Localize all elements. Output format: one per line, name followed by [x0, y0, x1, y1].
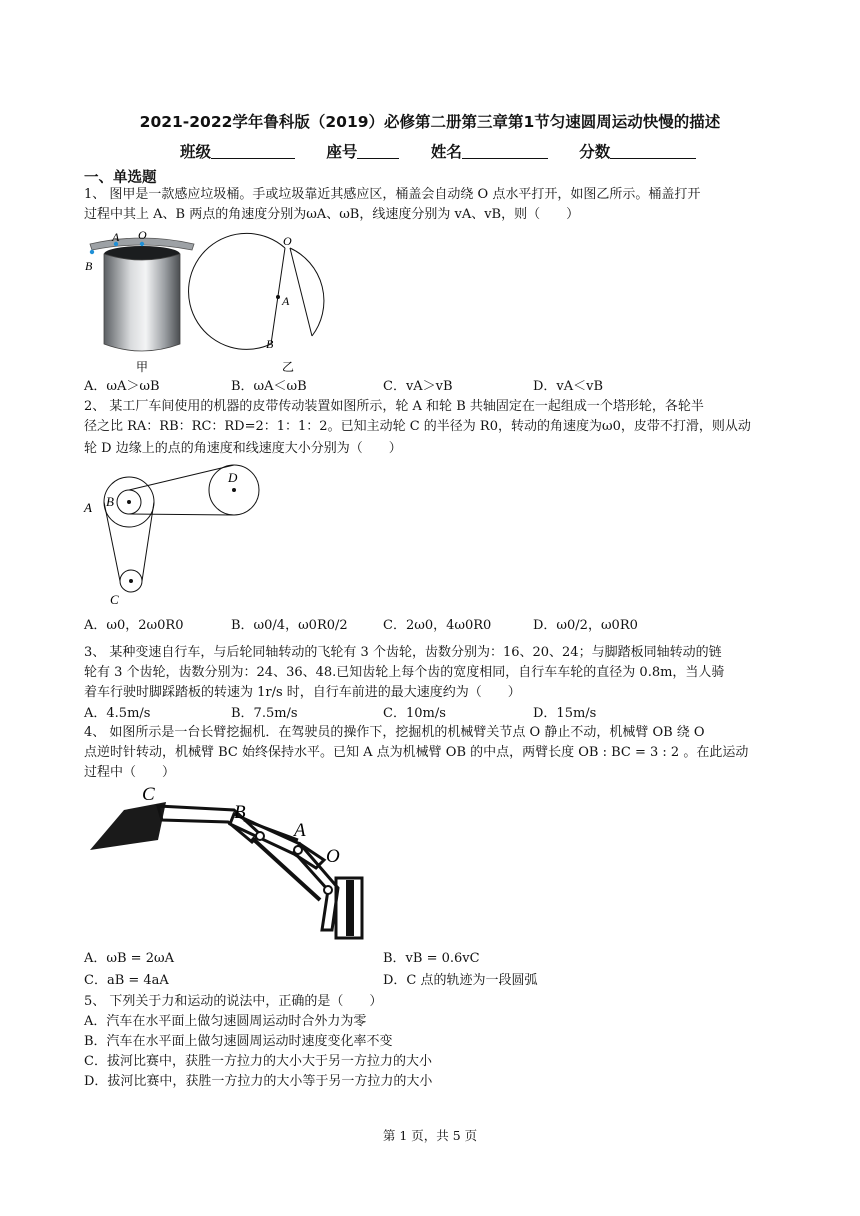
- cylinder-2: [244, 820, 298, 840]
- belt-top: [129, 465, 234, 490]
- fig2-label-a: A: [84, 500, 92, 515]
- q3-option-b[interactable]: B．7.5m/s: [231, 706, 298, 721]
- joint-o: [324, 886, 332, 894]
- fig-yi-label-o: O: [283, 234, 292, 248]
- q5-option-b[interactable]: B．汽车在水平面上做匀速圆周运动时速度变化率不变: [84, 1034, 393, 1049]
- seat-label: 座号: [326, 143, 358, 161]
- lid-rotation-figure: [226, 236, 356, 376]
- q2-option-c[interactable]: C．2ω0，4ω0R0: [383, 618, 492, 633]
- q2-option-d[interactable]: D．ω0/2，ω0R0: [533, 618, 638, 633]
- section-heading: 一、单选题: [84, 170, 157, 186]
- excavator-arm-figure: [84, 780, 374, 950]
- q3-option-a[interactable]: A．4.5m/s: [84, 706, 151, 721]
- axle-d: [232, 488, 236, 492]
- q3-line1: 3、 某种变速自行车，与后轮同轴转动的飞轮有 3 个齿轮，齿数分别为：16、20、24；与脚踏板同轴转动的链: [84, 645, 722, 660]
- q5-option-d[interactable]: D．拔河比赛中，获胜一方拉力的大小等于另一方拉力的大小: [84, 1074, 433, 1089]
- fig1-label-o: O: [138, 228, 147, 242]
- q1-option-b[interactable]: B．ωA＜ωB: [231, 379, 307, 394]
- q4-option-a[interactable]: A．ωB = 2ωA: [84, 951, 174, 966]
- q4-option-c[interactable]: C．aB = 4aA: [84, 973, 169, 988]
- student-info-row: [180, 140, 720, 162]
- q1-option-a[interactable]: A．ωA＞ωB: [84, 379, 160, 394]
- page-footer: 第 1 页，共 5 页: [382, 1128, 478, 1143]
- q1-line2: 过程中其上 A、B 两点的角速度分别为ωA、ωB，线速度分别为 vA、vB，则（ ）: [84, 207, 580, 222]
- q4-option-b[interactable]: B．vB = 0.6vC: [383, 951, 480, 966]
- q4-line1: 4、 如图所示是一台长臂挖掘机．在驾驶员的操作下，挖掘机的机械臂关节点 O 静止不动，机械臂 OB 绕 O: [84, 725, 705, 740]
- fig-jia-caption: 甲: [136, 360, 149, 374]
- fig-yi-label-a: A: [282, 294, 290, 308]
- q5-line1: 5、 下列关于力和运动的说法中，正确的是（ ）: [84, 994, 383, 1009]
- q2-line3: 轮 D 边缘上的点的角速度和线速度大小分别为（ ）: [84, 441, 402, 456]
- fig4-label-a: A: [294, 820, 306, 841]
- q2-line2: 径之比 RA：RB：RC：RD=2：1：1：2。已知主动轮 C 的半径为 R0，转动的角速度为ω0，皮带不打滑，则从动: [84, 419, 751, 434]
- q3-option-c[interactable]: C．10m/s: [383, 706, 446, 721]
- q5-option-a[interactable]: A．汽车在水平面上做匀速圆周运动时合外力为零: [84, 1014, 367, 1029]
- bucket: [90, 802, 166, 850]
- belt-drive-figure: [82, 460, 272, 610]
- fig1-label-b: B: [85, 259, 93, 273]
- q2-line1: 2、 某工厂车间使用的机器的皮带传动装置如图所示，轮 A 和轮 B 共轴固定在一起组成一个塔形轮，各轮半: [84, 399, 704, 414]
- fig4-label-c: C: [142, 784, 155, 805]
- fig-yi-caption: 乙: [282, 360, 295, 374]
- trash-can-figure: [82, 226, 202, 374]
- q2-option-b[interactable]: B．ω0/4，ω0R0/2: [231, 618, 348, 633]
- q3-option-d[interactable]: D．15m/s: [533, 706, 597, 721]
- q1-line1: 1、 图甲是一款感应垃圾桶。手或垃圾靠近其感应区，桶盖会自动绕 O 点水平打开，如图乙所示。桶盖打开: [84, 187, 701, 202]
- name-field[interactable]: [431, 140, 548, 162]
- seat-field[interactable]: [326, 140, 399, 162]
- fig2-label-b: B: [106, 494, 114, 509]
- q3-line3: 着车行驶时脚踩踏板的转速为 1r/s 时，自行车前进的最大速度约为（ ）: [84, 685, 521, 700]
- point-a: [276, 295, 280, 299]
- q4-line2: 点逆时针转动，机械臂 BC 始终保持水平。已知 A 点为机械臂 OB 的中点，两臂长度 OB : BC = 3 : 2 。在此运动: [84, 745, 749, 760]
- q1-option-d[interactable]: D．vA＜vB: [533, 379, 604, 394]
- belt-bottom: [129, 514, 234, 515]
- score-field[interactable]: [579, 140, 696, 162]
- q2-option-a[interactable]: A．ω0，2ω0R0: [84, 618, 184, 633]
- joint-b: [256, 832, 264, 840]
- belt-left: [104, 502, 120, 581]
- base-post: [346, 880, 354, 936]
- axle-c: [129, 579, 133, 583]
- joint-a: [294, 846, 302, 854]
- seat-blank[interactable]: [357, 143, 399, 159]
- fig2-label-d: D: [228, 470, 238, 485]
- fig4-label-o: O: [326, 846, 340, 867]
- arc-right: [290, 248, 324, 336]
- q4-option-d[interactable]: D．C 点的轨迹为一段圆弧: [383, 973, 538, 988]
- q4-line3: 过程中（ ）: [84, 765, 176, 780]
- q5-option-c[interactable]: C．拔河比赛中，获胜一方拉力的大小大于另一方拉力的大小: [84, 1054, 432, 1069]
- score-blank[interactable]: [610, 143, 696, 159]
- axle-ab: [127, 500, 131, 504]
- class-field[interactable]: [180, 140, 295, 162]
- point-o-dot: [140, 242, 144, 246]
- point-b-dot: [90, 250, 94, 254]
- fig2-label-c: C: [110, 592, 119, 607]
- fig-yi-label-b: B: [266, 337, 274, 351]
- page-title: 2021-2022学年鲁科版（2019）必修第二册第三章第1节匀速圆周运动快慢的描述: [139, 113, 721, 131]
- q3-line2: 轮有 3 个齿轮，齿数分别为：24、36、48.已知齿轮上每个齿的宽度相同，自行车车轮的直径为 0.8m，当人骑: [84, 665, 725, 680]
- fig1-label-a: A: [112, 230, 120, 244]
- class-blank[interactable]: [211, 143, 295, 159]
- name-blank[interactable]: [462, 143, 548, 159]
- name-label: 姓名: [430, 143, 462, 161]
- bin-body: [104, 254, 180, 351]
- fig4-label-b: B: [234, 802, 246, 823]
- arc-left: [189, 233, 285, 349]
- q1-option-c[interactable]: C．vA＞vB: [383, 379, 453, 394]
- class-label: 班级: [180, 143, 212, 161]
- score-label: 分数: [579, 143, 611, 161]
